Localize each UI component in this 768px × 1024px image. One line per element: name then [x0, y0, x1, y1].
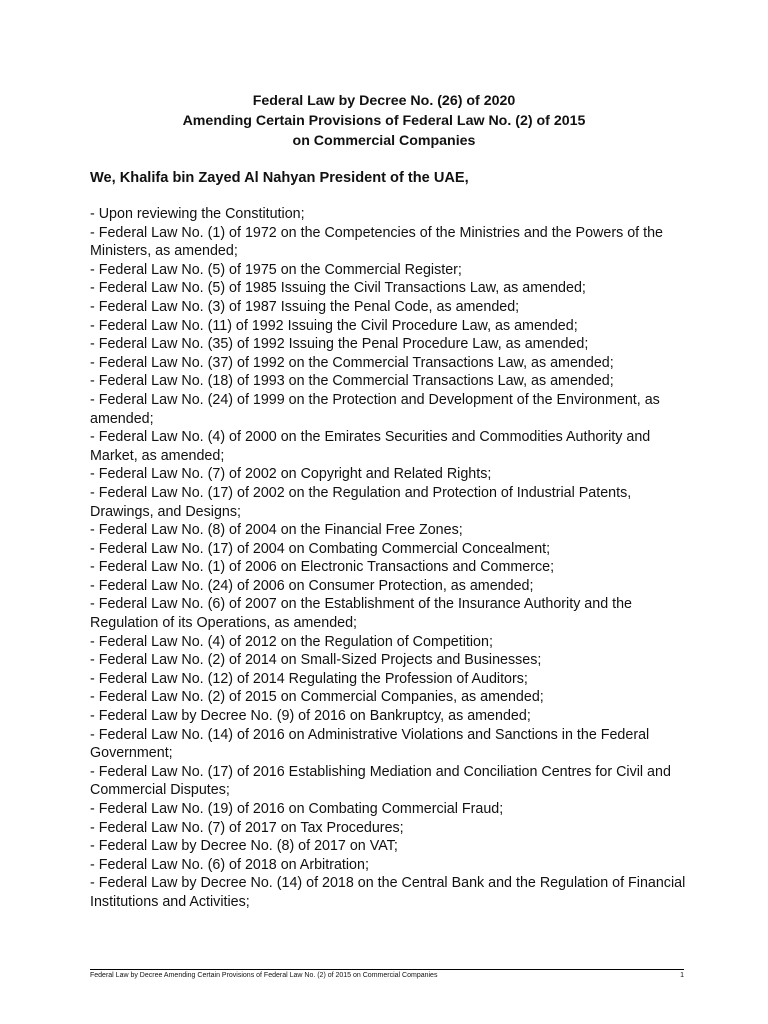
reference-line: - Federal Law by Decree No. (8) of 2017 on VAT; — [90, 838, 398, 855]
title-line-subject: on Commercial Companies — [292, 133, 476, 150]
reference-line: Ministers, as amended; — [90, 243, 238, 260]
document-title — [0, 91, 768, 152]
reference-line: - Federal Law by Decree No. (14) of 2018 on the Central Bank and the Regulation of Financial — [90, 875, 686, 892]
reference-line: - Federal Law No. (5) of 1985 Issuing the Civil Transactions Law, as amended; — [90, 280, 586, 297]
reference-line: Commercial Disputes; — [90, 782, 230, 799]
reference-line: - Federal Law No. (5) of 1975 on the Commercial Register; — [90, 261, 462, 278]
reference-line: - Federal Law No. (12) of 2014 Regulating the Profession of Auditors; — [90, 670, 528, 687]
reference-line: - Federal Law No. (24) of 2006 on Consumer Protection, as amended; — [90, 577, 534, 594]
reference-line: - Federal Law No. (7) of 2002 on Copyright and Related Rights; — [90, 466, 492, 483]
reference-line: - Federal Law No. (6) of 2018 on Arbitration; — [90, 856, 369, 873]
reference-line: - Federal Law No. (37) of 1992 on the Commercial Transactions Law, as amended; — [90, 354, 614, 371]
reference-line: - Federal Law No. (2) of 2014 on Small-Sized Projects and Businesses; — [90, 652, 542, 669]
reference-line: - Federal Law No. (6) of 2007 on the Establishment of the Insurance Authority and the — [90, 596, 633, 613]
reference-line: Regulation of its Operations, as amended; — [90, 615, 358, 632]
reference-line: - Federal Law No. (18) of 1993 on the Commercial Transactions Law, as amended; — [90, 373, 614, 390]
reference-line: - Federal Law No. (24) of 1999 on the Protection and Development of the Environment, as — [90, 391, 660, 408]
reference-line: - Federal Law No. (17) of 2004 on Combating Commercial Concealment; — [90, 540, 551, 557]
reference-line: - Federal Law by Decree No. (9) of 2016 on Bankruptcy, as amended; — [90, 708, 531, 725]
reference-line: - Upon reviewing the Constitution; — [90, 206, 305, 222]
preamble-references — [90, 205, 690, 912]
reference-line: Institutions and Activities; — [90, 893, 250, 910]
title-line-decree: Federal Law by Decree No. (26) of 2020 — [252, 93, 516, 109]
reference-line: - Federal Law No. (4) of 2000 on the Emirates Securities and Commodities Authority and — [90, 429, 651, 446]
reference-line: amended; — [90, 410, 154, 427]
reference-line: - Federal Law No. (17) of 2002 on the Regulation and Protection of Industrial Patents, — [90, 484, 632, 501]
reference-line: - Federal Law No. (2) of 2015 on Commercial Companies, as amended; — [90, 689, 544, 706]
reference-line: - Federal Law No. (8) of 2004 on the Financial Free Zones; — [90, 522, 463, 539]
reference-line: - Federal Law No. (3) of 1987 Issuing the Penal Code, as amended; — [90, 298, 520, 315]
enacting-clause: We, Khalifa bin Zayed Al Nahyan President of the UAE, — [90, 170, 469, 186]
reference-line: - Federal Law No. (7) of 2017 on Tax Procedures; — [90, 819, 404, 836]
reference-line: - Federal Law No. (1) of 2006 on Electronic Transactions and Commerce; — [90, 559, 555, 576]
reference-line: - Federal Law No. (11) of 1992 Issuing the Civil Procedure Law, as amended; — [90, 317, 578, 334]
reference-line: - Federal Law No. (19) of 2016 on Combating Commercial Fraud; — [90, 801, 504, 817]
page-number: 1 — [680, 972, 684, 979]
reference-line: Drawings, and Designs; — [90, 503, 241, 520]
reference-line: - Federal Law No. (17) of 2016 Establishing Mediation and Conciliation Centres for Civil and — [90, 763, 671, 780]
title-line-amending: Amending Certain Provisions of Federal Law No. (2) of 2015 — [182, 113, 586, 130]
reference-line: - Federal Law No. (4) of 2012 on the Regulation of Competition; — [90, 633, 493, 650]
reference-line: - Federal Law No. (14) of 2016 on Administrative Violations and Sanctions in the Federal — [90, 726, 650, 743]
reference-line: - Federal Law No. (1) of 1972 on the Competencies of the Ministries and the Powers of the — [90, 224, 663, 241]
reference-line: Government; — [90, 745, 173, 762]
footer-caption: Federal Law by Decree Amending Certain Provisions of Federal Law No. (2) of 2015 on Commercial Companies — [90, 972, 438, 979]
reference-line: Market, as amended; — [90, 447, 225, 464]
footer-divider — [90, 969, 684, 970]
reference-line: - Federal Law No. (35) of 1992 Issuing the Penal Procedure Law, as amended; — [90, 336, 589, 353]
